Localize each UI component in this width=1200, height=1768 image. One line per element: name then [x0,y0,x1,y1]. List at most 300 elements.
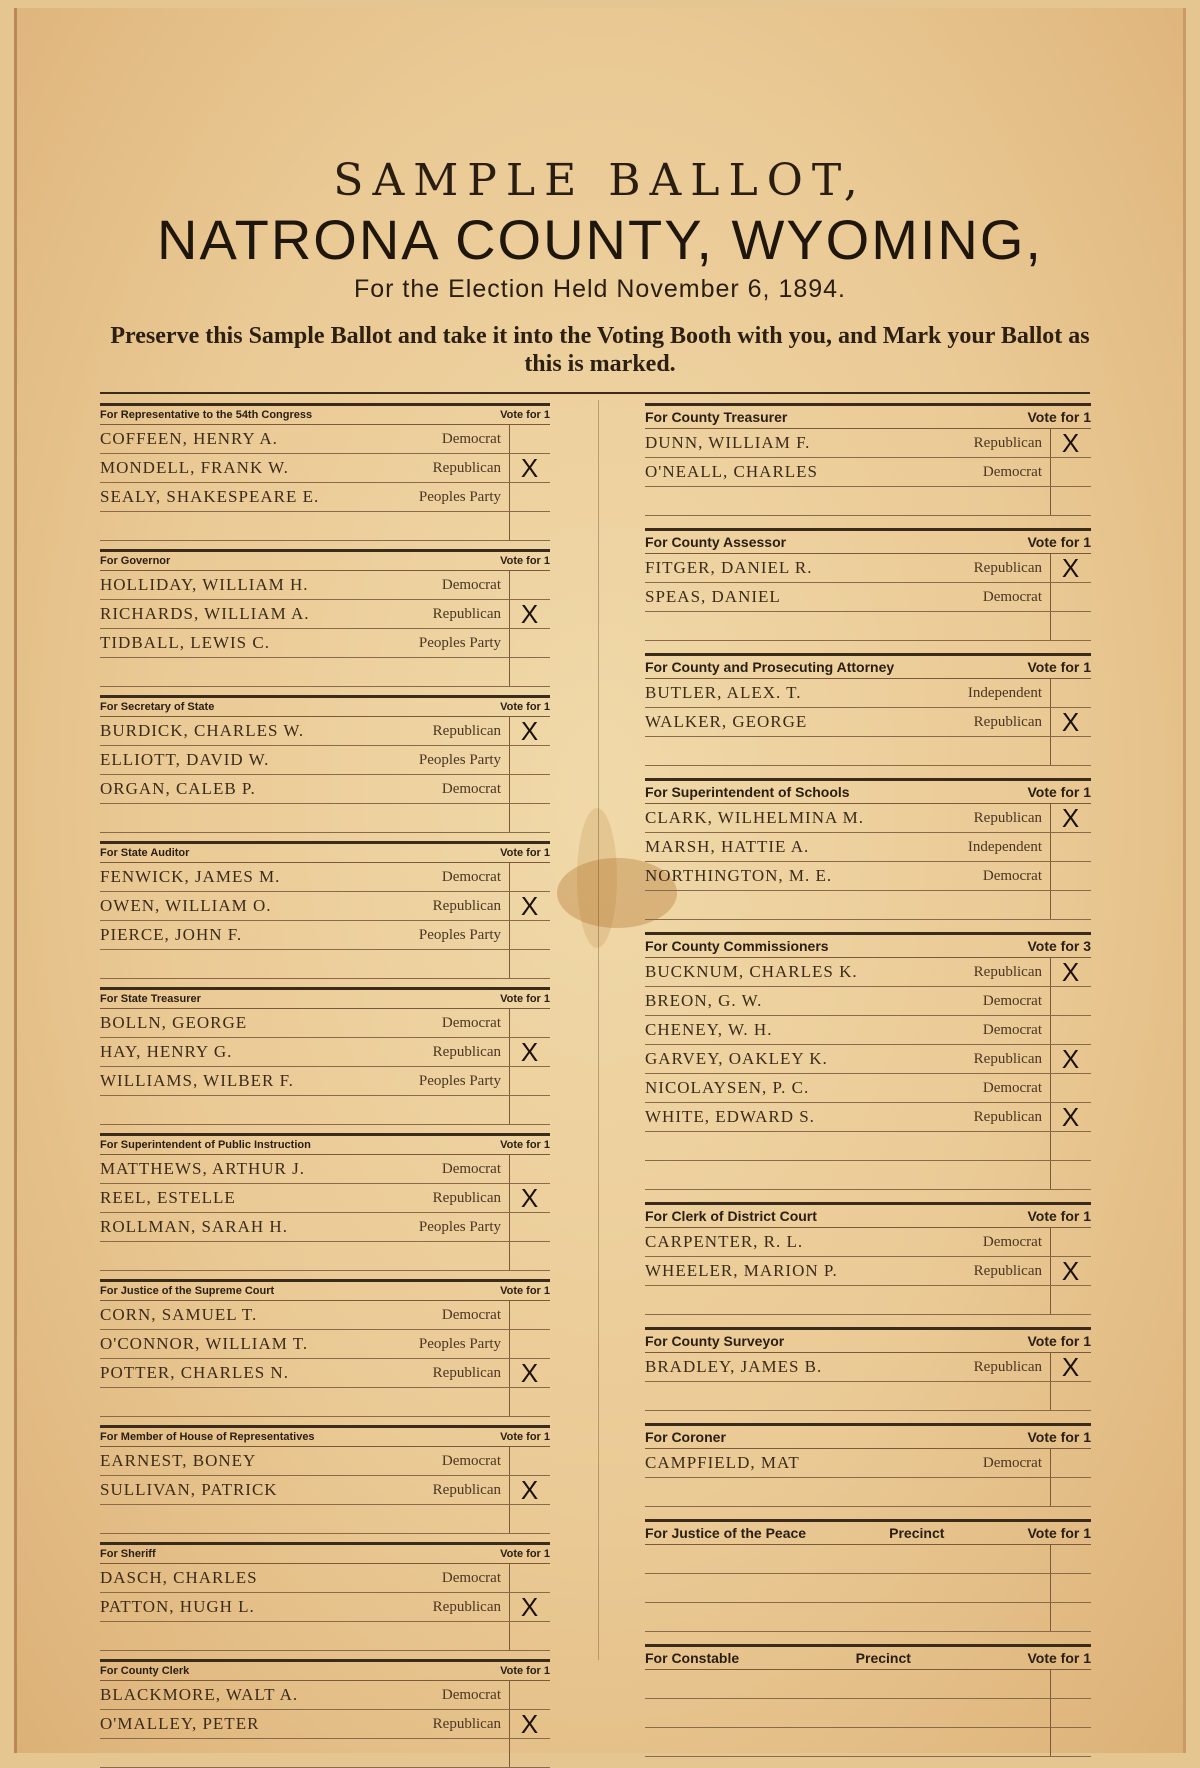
office-section [100,549,550,687]
candidate-party: Republican [432,1598,501,1615]
candidate-name: MATTHEWS, ARTHUR J. [100,1159,305,1178]
write-in-line[interactable] [645,1382,1091,1411]
candidate-name: DASCH, CHARLES [100,1568,258,1587]
candidate-row [100,746,550,775]
candidate-party: Democrat [441,576,501,593]
candidate-party: Republican [432,1715,501,1732]
candidate-party: Republican [973,963,1042,980]
office-section [645,403,1091,516]
office-heading [645,1205,1091,1228]
candidate-row [100,1009,550,1038]
candidate-party: Democrat [441,1014,501,1031]
candidate-row [645,1353,1091,1382]
vote-box[interactable]: X [1050,1103,1091,1131]
office-heading [645,781,1091,804]
candidate-party: Republican [432,1364,501,1381]
vote-for-label: Vote for 1 [500,993,550,1005]
vote-box[interactable]: X [509,454,550,482]
vote-box[interactable] [1050,458,1091,486]
candidate-party: Peoples Party [418,1335,501,1352]
write-in-line[interactable] [645,1574,1091,1603]
office-title: For County Surveyor [645,1333,785,1349]
candidate-name: BLACKMORE, WALT A. [100,1685,299,1704]
candidate-name: FITGER, DANIEL R. [645,558,813,577]
ballot-title: SAMPLE BALLOT, [333,155,867,206]
candidate-party: Democrat [441,430,501,447]
candidate-row [645,1228,1091,1257]
write-in-line[interactable] [645,1670,1091,1699]
candidate-row [100,629,550,658]
candidate-row [100,483,550,512]
write-in-line[interactable] [645,1132,1091,1161]
candidate-name: CARPENTER, R. L. [645,1232,804,1251]
candidate-party: Peoples Party [418,1218,501,1235]
candidate-name: CHENEY, W. H. [645,1020,773,1039]
candidate-party: Democrat [441,1452,501,1469]
candidate-party: Democrat [982,588,1042,605]
vote-box[interactable]: X [509,1038,550,1066]
candidate-name: WHITE, EDWARD S. [645,1107,815,1126]
write-in-line[interactable] [100,1505,550,1534]
vote-box[interactable] [509,1447,550,1475]
candidate-name: POTTER, CHARLES N. [100,1363,289,1382]
candidate-row [100,892,550,921]
candidate-party: Democrat [441,1569,501,1586]
candidate-name: HAY, HENRY G. [100,1042,233,1061]
office-section [100,403,550,541]
office-title: For State Treasurer [100,993,201,1005]
office-heading [100,990,550,1009]
candidate-row [100,1330,550,1359]
candidate-row [645,1016,1091,1045]
candidate-party: Democrat [982,463,1042,480]
candidate-row [645,987,1091,1016]
vote-box[interactable] [509,1213,550,1241]
candidate-party: Republican [432,1481,501,1498]
office-section [645,1423,1091,1507]
office-section [645,528,1091,641]
candidate-party: Republican [973,1108,1042,1125]
candidate-name: CAMPFIELD, MAT [645,1453,800,1472]
office-section [645,932,1091,1190]
candidate-party: Republican [973,434,1042,451]
write-in-line[interactable] [645,612,1091,641]
vote-box[interactable]: X [509,1476,550,1504]
office-title: For Coroner [645,1429,726,1445]
candidate-party: Peoples Party [418,926,501,943]
vote-for-label: Vote for 1 [1027,1429,1091,1445]
vote-box[interactable] [1050,1016,1091,1044]
office-title: For Clerk of District Court [645,1208,817,1224]
candidate-name: EARNEST, BONEY [100,1451,257,1470]
write-in-line[interactable] [100,512,550,541]
water-stain [577,808,617,948]
candidate-name: BRADLEY, JAMES B. [645,1357,823,1376]
column-divider [598,400,599,1660]
candidate-name: ELLIOTT, DAVID W. [100,750,270,769]
vote-box[interactable] [509,863,550,891]
vote-box[interactable]: X [509,600,550,628]
office-title: For Representative to the 54th Congress [100,409,313,421]
office-heading [100,1136,550,1155]
office-heading [100,698,550,717]
office-section [645,1327,1091,1411]
vote-for-label: Vote for 1 [1027,1208,1091,1224]
candidate-row [100,1184,550,1213]
candidate-name: NICOLAYSEN, P. C. [645,1078,810,1097]
candidate-name: HOLLIDAY, WILLIAM H. [100,575,309,594]
office-title: For State Auditor [100,847,190,859]
office-section [100,1542,550,1651]
vote-box[interactable] [509,425,550,453]
office-section [645,1202,1091,1315]
write-in-line[interactable] [100,804,550,833]
candidate-row [100,921,550,950]
office-title: For Superintendent of Public Instruction [100,1139,311,1151]
vote-box[interactable] [1050,1074,1091,1102]
candidate-row [645,554,1091,583]
candidate-row [100,600,550,629]
candidate-row [100,775,550,804]
candidate-row [100,425,550,454]
vote-for-label: Vote for 1 [1027,659,1091,675]
candidate-party: Republican [973,1262,1042,1279]
candidate-party: Democrat [441,1306,501,1323]
vote-box[interactable]: X [1050,554,1091,582]
candidate-row [100,1038,550,1067]
candidate-party: Peoples Party [418,751,501,768]
candidate-row [645,1257,1091,1286]
candidate-name: MONDELL, FRANK W. [100,458,289,477]
candidate-row [645,804,1091,833]
instructions: Preserve this Sample Ballot and take it into the Voting Booth with you, and Mark your Ballot as this is marked. [110,323,1090,377]
write-in-line[interactable] [645,487,1091,516]
vote-box[interactable]: X [1050,1045,1091,1073]
candidate-party: Republican [432,459,501,476]
vote-box[interactable] [509,629,550,657]
candidate-party: Peoples Party [418,634,501,651]
office-section [100,1279,550,1417]
candidate-party: Republican [432,1189,501,1206]
vote-for-label: Vote for 1 [500,1139,550,1151]
candidate-row [100,1681,550,1710]
candidate-name: RICHARDS, WILLIAM A. [100,604,310,623]
write-in-line[interactable] [100,1622,550,1651]
office-heading [645,1522,1091,1545]
candidate-party: Independent [967,684,1042,701]
vote-box[interactable] [509,775,550,803]
office-title: For County Treasurer [645,409,788,425]
vote-for-label: Vote for 1 [500,1548,550,1560]
candidate-row [100,1213,550,1242]
office-heading [100,1545,550,1564]
candidate-row [100,863,550,892]
candidate-row [645,1449,1091,1478]
election-date: For the Election Held November 6, 1894. [353,275,846,303]
office-title: For Constable [645,1650,740,1666]
candidate-name: BUTLER, ALEX. T. [645,683,802,702]
office-section [645,1644,1091,1757]
candidate-name: WHEELER, MARION P. [645,1261,838,1280]
write-in-line[interactable] [100,658,550,687]
vote-box[interactable]: X [509,1359,550,1387]
office-heading [100,1282,550,1301]
office-title: For County Clerk [100,1665,190,1677]
candidate-row [100,1564,550,1593]
candidate-row [645,862,1091,891]
candidate-party: Democrat [982,867,1042,884]
vote-box[interactable]: X [509,1710,550,1738]
office-title: For Governor [100,555,171,567]
office-section [100,1659,550,1768]
vote-box[interactable] [509,1155,550,1183]
office-title: For County Assessor [645,534,787,550]
write-in-line[interactable] [100,1242,550,1271]
candidate-row [645,833,1091,862]
candidate-name: NORTHINGTON, M. E. [645,866,833,885]
candidate-name: ROLLMAN, SARAH H. [100,1217,288,1236]
office-heading [645,656,1091,679]
vote-box[interactable] [509,1330,550,1358]
vote-box[interactable]: X [1050,804,1091,832]
candidate-row [100,1067,550,1096]
candidate-name: ORGAN, CALEB P. [100,779,256,798]
office-section [645,778,1091,920]
office-section [645,1519,1091,1632]
office-title: For Secretary of State [100,701,215,713]
candidate-name: SEALY, SHAKESPEARE E. [100,487,320,506]
write-in-line[interactable] [645,1699,1091,1728]
vote-box[interactable] [509,921,550,949]
write-in-line[interactable] [645,891,1091,920]
vote-for-label: Vote for 1 [1027,409,1091,425]
candidate-name: GARVEY, OAKLEY K. [645,1049,828,1068]
office-heading [645,1426,1091,1449]
candidate-row [100,1593,550,1622]
candidate-row [645,1045,1091,1074]
office-section [100,987,550,1125]
candidate-party: Republican [973,713,1042,730]
vote-for-label: Vote for 1 [500,1285,550,1297]
write-in-line[interactable] [645,737,1091,766]
vote-box[interactable] [1050,1449,1091,1477]
candidate-party: Republican [432,722,501,739]
candidate-name: BUCKNUM, CHARLES K. [645,962,858,981]
vote-for-label: Vote for 3 [1027,938,1091,954]
candidate-row [645,1074,1091,1103]
vote-for-label: Vote for 1 [500,1431,550,1443]
vote-box[interactable] [1050,583,1091,611]
candidate-party: Republican [432,1043,501,1060]
candidate-name: WALKER, GEORGE [645,712,808,731]
vote-box[interactable]: X [1050,429,1091,457]
office-heading [645,1330,1091,1353]
vote-box[interactable]: X [1050,708,1091,736]
candidate-name: SULLIVAN, PATRICK [100,1480,278,1499]
candidate-name: BREON, G. W. [645,991,763,1010]
write-in-line[interactable] [645,1161,1091,1190]
office-section [100,695,550,833]
vote-box[interactable]: X [1050,1353,1091,1381]
vote-box[interactable] [509,1301,550,1329]
candidate-row [100,1447,550,1476]
office-heading [645,406,1091,429]
vote-for-label: Vote for 1 [1027,1333,1091,1349]
vote-box[interactable] [1050,833,1091,861]
header-rule [100,392,1090,394]
write-in-line[interactable] [100,1388,550,1417]
candidate-party: Peoples Party [418,1072,501,1089]
candidate-row [645,679,1091,708]
candidate-name: MARSH, HATTIE A. [645,837,810,856]
candidate-name: DUNN, WILLIAM F. [645,433,811,452]
candidate-party: Republican [973,809,1042,826]
write-in-line[interactable] [645,1728,1091,1757]
vote-box[interactable] [509,1681,550,1709]
candidate-row [100,1710,550,1739]
office-heading [100,1428,550,1447]
vote-for-label: Vote for 1 [1027,534,1091,550]
write-in-line[interactable] [645,1545,1091,1574]
candidate-party: Independent [967,838,1042,855]
candidate-party: Republican [973,1050,1042,1067]
vote-box[interactable] [1050,1228,1091,1256]
candidate-row [645,958,1091,987]
office-heading [100,844,550,863]
vote-box[interactable]: X [509,1184,550,1212]
candidate-party: Democrat [982,1079,1042,1096]
candidate-party: Democrat [441,1686,501,1703]
candidate-party: Democrat [441,1160,501,1177]
vote-box[interactable] [509,746,550,774]
vote-box[interactable]: X [509,1593,550,1621]
office-title: For Justice of the Supreme Court [100,1285,275,1297]
vote-box[interactable]: X [509,892,550,920]
candidate-party: Democrat [982,992,1042,1009]
candidate-name: O'MALLEY, PETER [100,1714,260,1733]
office-title: For County and Prosecuting Attorney [645,659,895,675]
vote-for-label: Vote for 1 [1027,1650,1091,1666]
candidate-row [645,708,1091,737]
office-title: For Justice of the Peace [645,1525,807,1541]
candidate-party: Democrat [982,1233,1042,1250]
vote-for-label: Vote for 1 [500,1665,550,1677]
office-title: For Sheriff [100,1548,156,1560]
candidate-party: Republican [432,897,501,914]
office-title: For Superintendent of Schools [645,784,850,800]
candidate-party: Democrat [982,1454,1042,1471]
office-section [100,1425,550,1534]
candidate-name: TIDBALL, LEWIS C. [100,633,270,652]
write-in-line[interactable] [100,1739,550,1768]
vote-box[interactable]: X [509,717,550,745]
candidate-row [100,1476,550,1505]
office-section [645,653,1091,766]
vote-box[interactable]: X [1050,1257,1091,1285]
candidate-name: CLARK, WILHELMINA M. [645,808,864,827]
candidate-row [100,571,550,600]
office-heading [100,1662,550,1681]
vote-box[interactable] [509,1564,550,1592]
candidate-party: Democrat [441,780,501,797]
candidate-name: O'NEALL, CHARLES [645,462,819,481]
candidate-row [100,1301,550,1330]
candidate-name: SPEAS, DANIEL [645,587,781,606]
left-column [100,403,550,1768]
vote-for-label: Vote for 1 [500,409,550,421]
write-in-line[interactable] [645,1603,1091,1632]
candidate-row [645,429,1091,458]
candidate-name: PATTON, HUGH L. [100,1597,255,1616]
candidate-name: OWEN, WILLIAM O. [100,896,272,915]
office-section [100,841,550,979]
office-heading [100,406,550,425]
vote-box[interactable] [509,571,550,599]
vote-for-label: Vote for 1 [500,847,550,859]
candidate-party: Peoples Party [418,488,501,505]
vote-box[interactable]: X [1050,958,1091,986]
candidate-row [645,458,1091,487]
vote-for-label: Vote for 1 [1027,784,1091,800]
candidate-party: Republican [432,605,501,622]
vote-for-label: Vote for 1 [500,555,550,567]
candidate-row [645,1103,1091,1132]
write-in-line[interactable] [645,1286,1091,1315]
candidate-name: PIERCE, JOHN F. [100,925,243,944]
office-section [100,1133,550,1271]
write-in-line[interactable] [100,950,550,979]
office-heading [645,935,1091,958]
office-heading [645,531,1091,554]
candidate-row [100,717,550,746]
candidate-row [100,1155,550,1184]
candidate-name: FENWICK, JAMES M. [100,867,281,886]
office-heading [100,552,550,571]
write-in-line[interactable] [645,1478,1091,1507]
candidate-party: Democrat [441,868,501,885]
precinct-label: Precinct [855,1650,911,1666]
candidate-name: BOLLN, GEORGE [100,1013,248,1032]
vote-box[interactable] [509,1009,550,1037]
county-name: NATRONA COUNTY, WYOMING, [157,208,1043,271]
candidate-name: CORN, SAMUEL T. [100,1305,258,1324]
vote-box[interactable] [1050,862,1091,890]
candidate-name: WILLIAMS, WILBER F. [100,1071,294,1090]
vote-box[interactable] [1050,679,1091,707]
candidate-name: COFFEEN, HENRY A. [100,429,278,448]
candidate-row [100,1359,550,1388]
candidate-row [645,583,1091,612]
vote-box[interactable] [509,483,550,511]
office-heading [645,1647,1091,1670]
vote-for-label: Vote for 1 [1027,1525,1091,1541]
candidate-name: REEL, ESTELLE [100,1188,236,1207]
candidate-row [100,454,550,483]
candidate-party: Republican [973,1358,1042,1375]
vote-box[interactable] [1050,987,1091,1015]
candidate-party: Democrat [982,1021,1042,1038]
candidate-name: O'CONNOR, WILLIAM T. [100,1334,309,1353]
vote-box[interactable] [509,1067,550,1095]
office-title: For Member of House of Representatives [100,1431,315,1443]
office-title: For County Commissioners [645,938,829,954]
candidate-party: Republican [973,559,1042,576]
right-column [645,403,1091,1757]
ballot-header [0,155,1200,304]
precinct-label: Precinct [889,1525,945,1541]
candidate-name: BURDICK, CHARLES W. [100,721,305,740]
write-in-line[interactable] [100,1096,550,1125]
